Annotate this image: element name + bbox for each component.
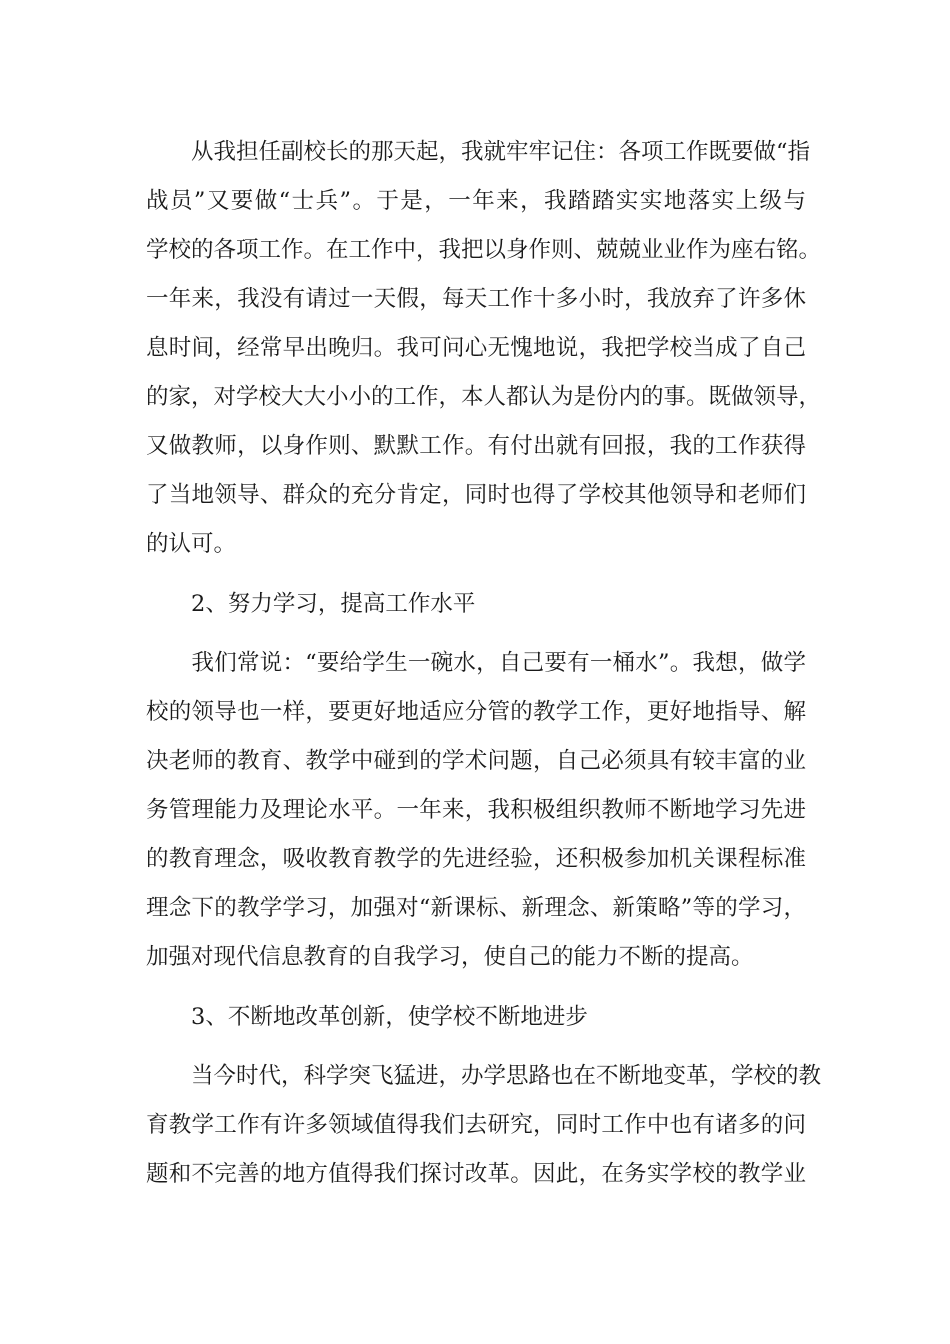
text-line: 息时间，经常早出晚归。我可问心无愧地说，我把学校当成了自己 — [146, 335, 806, 361]
section-heading: 3、不断地改革创新，使学校不断地进步 — [146, 1004, 588, 1030]
text-line: 一年来，我没有请过一天假，每天工作十多小时，我放弃了许多休 — [146, 286, 806, 312]
section-heading: 2、努力学习，提高工作水平 — [146, 591, 476, 617]
text-line: 我们常说：“要给学生一碗水，自己要有一桶水”。我想，做学 — [146, 650, 806, 676]
text-line: 的认可。 — [146, 531, 237, 557]
text-line: 决老师的教育、教学中碰到的学术问题，自己必须具有较丰富的业 — [146, 748, 806, 774]
text-line: 了当地领导、群众的充分肯定，同时也得了学校其他领导和老师们 — [146, 482, 806, 508]
text-line: 的教育理念，吸收教育教学的先进经验，还积极参加机关课程标准 — [146, 846, 806, 872]
text-line: 校的领导也一样，要更好地适应分管的教学工作，更好地指导、解 — [146, 699, 806, 725]
text-line: 理念下的教学学习，加强对“新课标、新理念、新策略”等的学习， — [146, 895, 806, 921]
text-line: 加强对现代信息教育的自我学习，使自己的能力不断的提高。 — [146, 944, 754, 970]
text-line: 当今时代，科学突飞猛进，办学思路也在不断地变革，学校的教 — [146, 1063, 822, 1089]
text-line: 又做教师，以身作则、默默工作。有付出就有回报，我的工作获得 — [146, 433, 806, 459]
text-line: 战员”又要做“士兵”。于是，一年来，我踏踏实实地落实上级与 — [146, 188, 806, 214]
text-line: 的家，对学校大大小小的工作，本人都认为是份内的事。既做领导， — [146, 384, 822, 410]
text-line: 题和不完善的地方值得我们探讨改革。因此，在务实学校的教学业 — [146, 1161, 806, 1187]
text-line: 务管理能力及理论水平。一年来，我积极组织教师不断地学习先进 — [146, 797, 806, 823]
text-line: 从我担任副校长的那天起，我就牢牢记住：各项工作既要做“指 — [146, 139, 811, 165]
text-line: 育教学工作有许多领域值得我们去研究，同时工作中也有诸多的问 — [146, 1112, 806, 1138]
text-line: 学校的各项工作。在工作中，我把以身作则、兢兢业业作为座右铭。 — [146, 237, 822, 263]
